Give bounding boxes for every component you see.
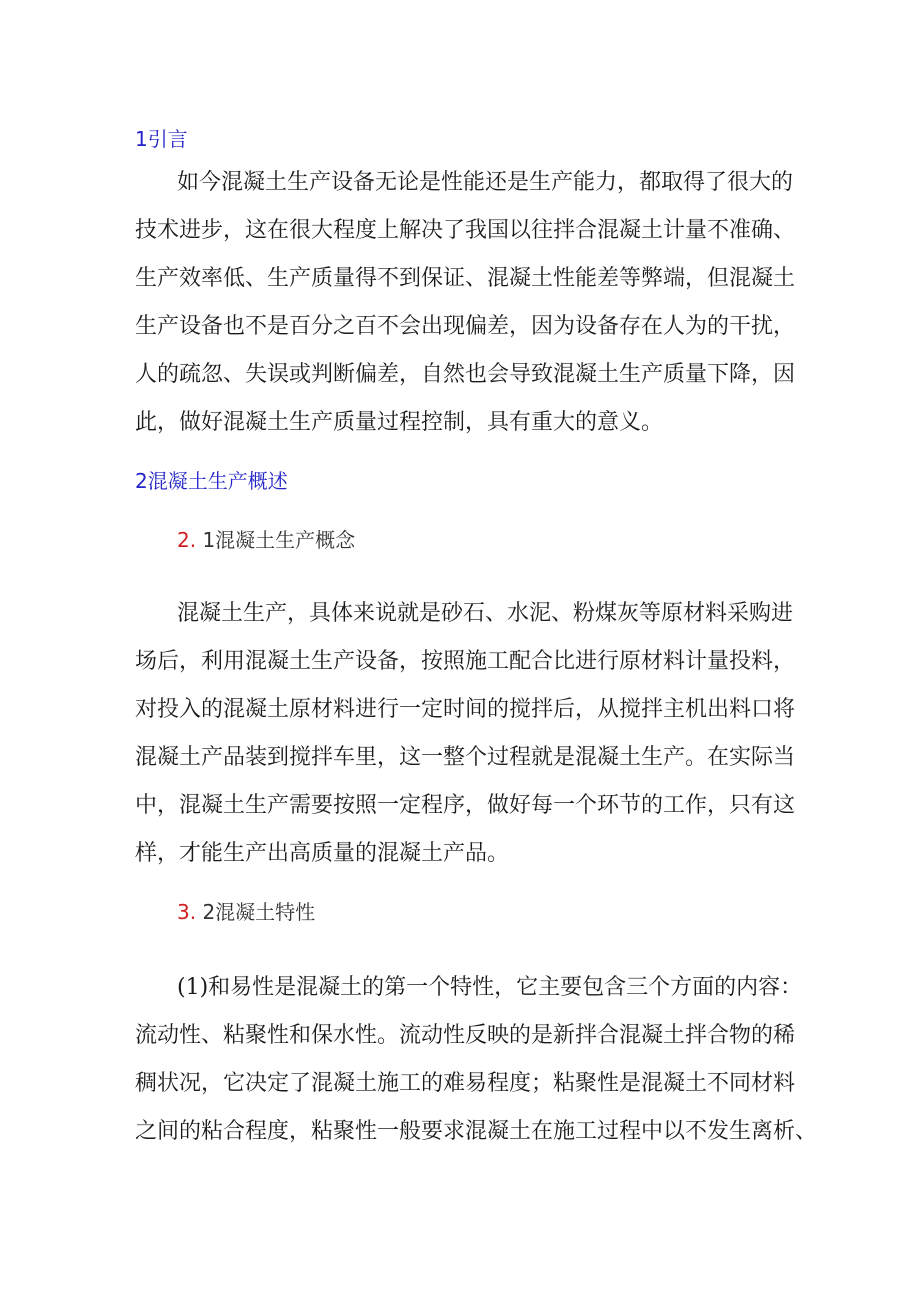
text-line: 如今混凝土生产设备无论是性能还是生产能力，都取得了很大的: [177, 170, 794, 195]
text-line: (1)和易性是混凝土的第一个特性，它主要包含三个方面的内容：: [177, 975, 803, 1000]
text-line: 此，做好混凝土生产质量过程控制，具有重大的意义。: [135, 410, 664, 435]
subsection-heading-concept: [177, 528, 355, 552]
paragraph-properties: [135, 964, 818, 1156]
text-line: 之间的粘合程度，粘聚性一般要求混凝土在施工过程中以不发生离析、: [135, 1119, 818, 1144]
section-heading-introduction: 1引言: [135, 127, 188, 151]
text-line: 样，才能生产出高质量的混凝土产品。: [135, 841, 510, 866]
text-line: 流动性、粘聚性和保水性。流动性反映的是新拌合混凝土拌合物的稀: [135, 1023, 796, 1048]
text-line: 场后，利用混凝土生产设备，按照施工配合比进行原材料计量投料，: [135, 649, 796, 674]
text-line: 稠状况，它决定了混凝土施工的难易程度；粘聚性是混凝土不同材料: [135, 1071, 796, 1096]
text-line: 对投入的混凝土原材料进行一定时间的搅拌后，从搅拌主机出料口将: [135, 697, 796, 722]
subsection-number: 2.: [177, 528, 197, 552]
text-line: 技术进步，这在很大程度上解决了我国以往拌合混凝土计量不准确、: [135, 218, 796, 243]
text-line: 生产效率低、生产质量得不到保证、混凝土性能差等弊端，但混凝土: [135, 266, 796, 291]
text-line: 中，混凝土生产需要按照一定程序，做好每一个环节的工作，只有这: [135, 793, 796, 818]
paragraph-concept: [135, 590, 795, 878]
text-line: 人的疏忽、失误或判断偏差，自然也会导致混凝土生产质量下降，因: [135, 362, 796, 387]
section-heading-overview: 2混凝土生产概述: [135, 469, 288, 493]
text-line: 生产设备也不是百分之百不会出现偏差，因为设备存在人为的干扰，: [135, 314, 796, 339]
subsection-title: 1混凝土生产概念: [202, 528, 356, 552]
text-line: 混凝土生产，具体来说就是砂石、水泥、粉煤灰等原材料采购进: [177, 601, 794, 626]
text-line: 混凝土产品装到搅拌车里，这一整个过程就是混凝土生产。在实际当: [135, 745, 796, 770]
subsection-number: 3.: [177, 900, 197, 924]
paragraph-introduction: [135, 159, 795, 447]
subsection-title: 2混凝土特性: [202, 900, 316, 924]
subsection-heading-properties: [177, 900, 315, 924]
